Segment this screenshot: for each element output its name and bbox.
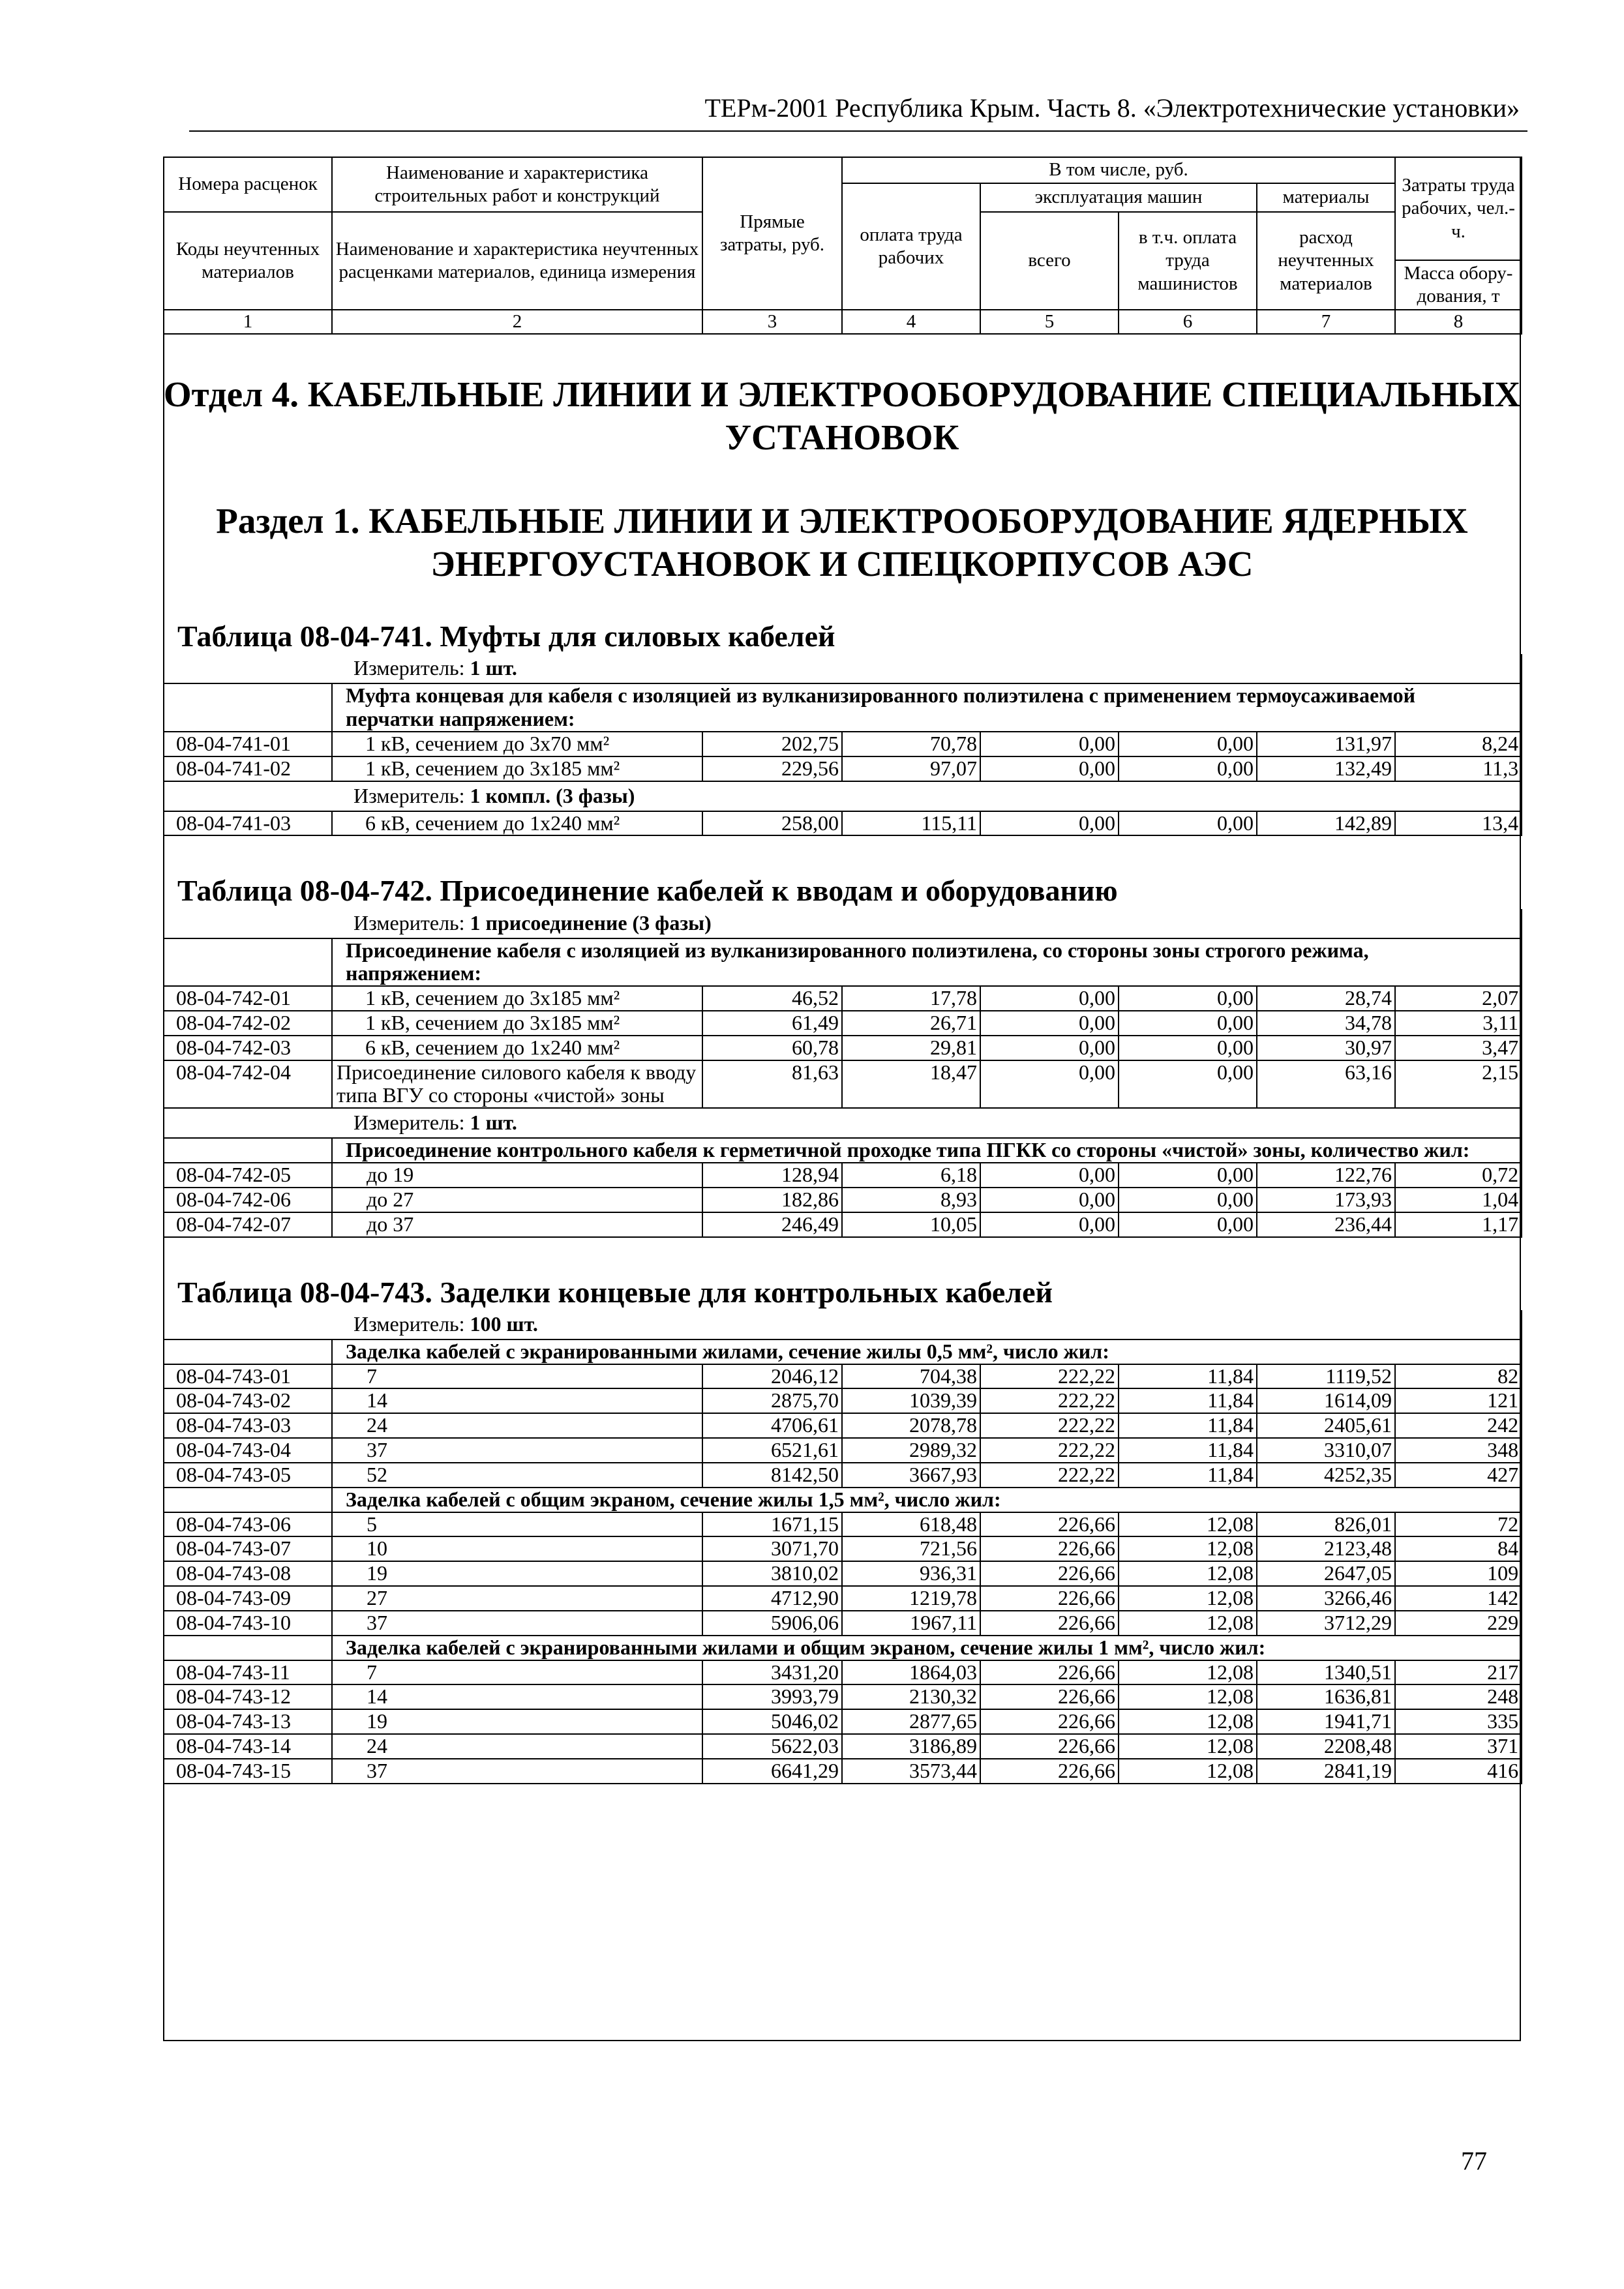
machines-total-cell: 222,22 (980, 1364, 1119, 1389)
unit-value: 100 шт. (470, 1311, 538, 1336)
labor-hours-cell: 248 (1395, 1684, 1522, 1709)
machines-total-cell: 226,66 (980, 1684, 1119, 1709)
rate-code-cell: 08-04-743-12 (164, 1684, 332, 1709)
materials-cell: 3712,29 (1257, 1611, 1395, 1636)
work-name-cell: до 19 (332, 1163, 702, 1188)
table-row (164, 756, 1522, 781)
machines-total-cell: 222,22 (980, 1388, 1119, 1413)
labor-pay-cell: 1219,78 (842, 1586, 980, 1611)
materials-cell: 2123,48 (1257, 1536, 1395, 1561)
materials-cell: 1636,81 (1257, 1684, 1395, 1709)
direct-costs-cell: 3810,02 (702, 1561, 842, 1586)
materials-cell: 1119,52 (1257, 1364, 1395, 1389)
rate-code-cell: 08-04-742-02 (164, 1011, 332, 1036)
work-name-cell: 14 (332, 1388, 702, 1413)
rate-code-cell: 08-04-743-02 (164, 1388, 332, 1413)
direct-costs-cell: 4712,90 (702, 1586, 842, 1611)
rate-code-cell: 08-04-743-14 (164, 1734, 332, 1759)
work-name-cell: 1 кВ, сечением до 3х185 мм² (332, 756, 702, 781)
labor-pay-cell: 3667,93 (842, 1463, 980, 1488)
materials-cell: 28,74 (1257, 986, 1395, 1011)
hdr-operators-pay: в т.ч. оплата труда машинистов (1119, 212, 1257, 310)
column-header-table (163, 157, 1522, 335)
operators-pay-cell: 0,00 (1119, 1212, 1257, 1237)
direct-costs-cell: 258,00 (702, 811, 842, 836)
work-name-cell: 24 (332, 1734, 702, 1759)
operators-pay-cell: 0,00 (1119, 986, 1257, 1011)
materials-cell: 2647,05 (1257, 1561, 1395, 1586)
unit-value: 1 шт. (470, 656, 517, 680)
labor-pay-cell: 26,71 (842, 1011, 980, 1036)
materials-cell: 2841,19 (1257, 1759, 1395, 1784)
machines-total-cell: 222,22 (980, 1463, 1119, 1488)
direct-costs-cell: 81,63 (702, 1060, 842, 1109)
labor-hours-cell: 84 (1395, 1536, 1522, 1561)
work-name-cell: 37 (332, 1611, 702, 1636)
section-heading: Раздел 1. КАБЕЛЬНЫЕ ЛИНИИ И ЭЛЕКТРООБОРУДОВАНИЕ ЯДЕРНЫХ ЭНЕРГОУСТАНОВОК И СПЕЦКОРПУСОВ АЭС (216, 501, 1468, 584)
operators-pay-cell: 12,08 (1119, 1611, 1257, 1636)
hdr-machines-total: всего (980, 212, 1119, 310)
table-row (164, 1512, 1522, 1537)
operators-pay-cell: 0,00 (1119, 1163, 1257, 1188)
work-name-cell: 52 (332, 1463, 702, 1488)
table-row (164, 1163, 1522, 1188)
table-row (164, 1709, 1522, 1734)
group-description: Заделка кабелей с экранированными жилами, сечение жилы 0,5 мм², число жил: (332, 1339, 1522, 1364)
direct-costs-cell: 5622,03 (702, 1734, 842, 1759)
labor-hours-cell: 3,11 (1395, 1011, 1522, 1036)
hdr-num: 2 (332, 310, 702, 334)
work-name-cell: 10 (332, 1536, 702, 1561)
table-row (164, 1463, 1522, 1488)
rate-code-cell: 08-04-743-01 (164, 1364, 332, 1389)
operators-pay-cell: 0,00 (1119, 1060, 1257, 1109)
group-description: Муфта концевая для кабеля с изоляцией из вулканизированного полиэтилена с применением термоусаживаемой перчатки напряжением: (332, 683, 1522, 732)
rate-code-cell: 08-04-741-01 (164, 732, 332, 756)
group-code-cell (164, 1138, 332, 1163)
operators-pay-cell: 11,84 (1119, 1413, 1257, 1438)
labor-pay-cell: 70,78 (842, 732, 980, 756)
rate-code-cell: 08-04-742-07 (164, 1212, 332, 1237)
header-rule (189, 130, 1527, 132)
hdr-materials-unaccounted: расход неучтенных материалов (1257, 212, 1395, 310)
unit-label: Измеритель: (353, 656, 465, 680)
labor-hours-cell: 13,4 (1395, 811, 1522, 836)
labor-pay-cell: 17,78 (842, 986, 980, 1011)
direct-costs-cell: 5046,02 (702, 1709, 842, 1734)
unit-row (164, 1108, 1522, 1138)
labor-pay-cell: 1967,11 (842, 1611, 980, 1636)
hdr-machines: эксплуатация машин (980, 183, 1257, 212)
work-name-cell: 19 (332, 1709, 702, 1734)
materials-cell: 1340,51 (1257, 1660, 1395, 1685)
rate-tables (163, 618, 1521, 1784)
rate-code-cell: 08-04-743-03 (164, 1413, 332, 1438)
unit-label: Измеритель: (353, 910, 465, 935)
machines-total-cell: 0,00 (980, 1188, 1119, 1212)
labor-hours-cell: 217 (1395, 1660, 1522, 1685)
labor-pay-cell: 97,07 (842, 756, 980, 781)
labor-pay-cell: 3573,44 (842, 1759, 980, 1784)
group-row (164, 683, 1522, 732)
table-title: Таблица 08-04-741. Муфты для силовых кабелей (177, 620, 835, 653)
direct-costs-cell: 128,94 (702, 1163, 842, 1188)
machines-total-cell: 0,00 (980, 986, 1119, 1011)
labor-hours-cell: 2,07 (1395, 986, 1522, 1011)
operators-pay-cell: 11,84 (1119, 1388, 1257, 1413)
hdr-labor-pay: оплата труда рабочих (842, 183, 980, 310)
unit-row (164, 781, 1522, 811)
table-row (164, 1611, 1522, 1636)
direct-costs-cell: 3431,20 (702, 1660, 842, 1685)
rate-code-cell: 08-04-741-03 (164, 811, 332, 836)
materials-cell: 2405,61 (1257, 1413, 1395, 1438)
machines-total-cell: 0,00 (980, 1036, 1119, 1060)
unit-row (164, 654, 1522, 683)
page-content (163, 340, 1521, 1784)
table-row (164, 1438, 1522, 1463)
work-name-cell: 1 кВ, сечением до 3х185 мм² (332, 1011, 702, 1036)
materials-cell: 63,16 (1257, 1060, 1395, 1109)
labor-hours-cell: 121 (1395, 1388, 1522, 1413)
labor-pay-cell: 115,11 (842, 811, 980, 836)
machines-total-cell: 226,66 (980, 1660, 1119, 1685)
work-name-cell: 5 (332, 1512, 702, 1537)
unit-row (164, 909, 1522, 938)
unit-value: 1 шт. (470, 1111, 517, 1135)
hdr-rate-numbers: Номера расценок (164, 157, 332, 212)
operators-pay-cell: 11,84 (1119, 1463, 1257, 1488)
labor-hours-cell: 82 (1395, 1364, 1522, 1389)
materials-cell: 30,97 (1257, 1036, 1395, 1060)
division-heading: Отдел 4. КАБЕЛЬНЫЕ ЛИНИИ И ЭЛЕКТРООБОРУДОВАНИЕ СПЕЦИАЛЬНЫХ УСТАНОВОК (163, 374, 1521, 457)
materials-cell: 132,49 (1257, 756, 1395, 781)
direct-costs-cell: 8142,50 (702, 1463, 842, 1488)
rate-code-cell: 08-04-743-06 (164, 1512, 332, 1537)
operators-pay-cell: 0,00 (1119, 1011, 1257, 1036)
table-row (164, 1060, 1522, 1109)
hdr-num: 5 (980, 310, 1119, 334)
group-code-cell (164, 1339, 332, 1364)
work-name-cell: Присоединение силового кабеля к вводу типа ВГУ со стороны «чистой» зоны (332, 1060, 702, 1109)
rate-code-cell: 08-04-743-13 (164, 1709, 332, 1734)
rate-code-cell: 08-04-743-15 (164, 1759, 332, 1784)
rate-code-cell: 08-04-742-04 (164, 1060, 332, 1109)
group-code-cell (164, 683, 332, 732)
table-row (164, 1734, 1522, 1759)
labor-pay-cell: 618,48 (842, 1512, 980, 1537)
materials-cell: 2208,48 (1257, 1734, 1395, 1759)
table-row (164, 1759, 1522, 1784)
labor-pay-cell: 721,56 (842, 1536, 980, 1561)
work-name-cell: 37 (332, 1759, 702, 1784)
operators-pay-cell: 12,08 (1119, 1512, 1257, 1537)
operators-pay-cell: 0,00 (1119, 732, 1257, 756)
direct-costs-cell: 246,49 (702, 1212, 842, 1237)
group-code-cell (164, 1636, 332, 1660)
group-code-cell (164, 1488, 332, 1512)
work-name-cell: 7 (332, 1660, 702, 1685)
work-name-cell: 6 кВ, сечением до 1х240 мм² (332, 811, 702, 836)
labor-pay-cell: 2877,65 (842, 1709, 980, 1734)
operators-pay-cell: 0,00 (1119, 1188, 1257, 1212)
rate-code-cell: 08-04-743-10 (164, 1611, 332, 1636)
table-row (164, 732, 1522, 756)
group-description: Заделка кабелей с общим экраном, сечение жилы 1,5 мм², число жил: (332, 1488, 1522, 1512)
materials-cell: 826,01 (1257, 1512, 1395, 1537)
rate-code-cell: 08-04-742-05 (164, 1163, 332, 1188)
direct-costs-cell: 4706,61 (702, 1413, 842, 1438)
table-row (164, 1536, 1522, 1561)
materials-cell: 34,78 (1257, 1011, 1395, 1036)
hdr-unaccounted-names: Наименование и характеристика неучтенных расценками материалов, единица измерения (332, 212, 702, 310)
machines-total-cell: 222,22 (980, 1413, 1119, 1438)
group-row (164, 1488, 1522, 1512)
table-row (164, 1036, 1522, 1060)
rate-code-cell: 08-04-743-09 (164, 1586, 332, 1611)
table-title: Таблица 08-04-742. Присоединение кабелей к вводам и оборудованию (177, 874, 1118, 908)
operators-pay-cell: 11,84 (1119, 1364, 1257, 1389)
labor-hours-cell: 348 (1395, 1438, 1522, 1463)
labor-hours-cell: 0,72 (1395, 1163, 1522, 1188)
machines-total-cell: 0,00 (980, 1011, 1119, 1036)
labor-pay-cell: 2989,32 (842, 1438, 980, 1463)
labor-pay-cell: 29,81 (842, 1036, 980, 1060)
table-row (164, 1188, 1522, 1212)
labor-pay-cell: 18,47 (842, 1060, 980, 1109)
machines-total-cell: 0,00 (980, 1212, 1119, 1237)
work-name-cell: 7 (332, 1364, 702, 1389)
table-row (164, 1011, 1522, 1036)
direct-costs-cell: 2875,70 (702, 1388, 842, 1413)
table-title: Таблица 08-04-743. Заделки концевые для контрольных кабелей (177, 1275, 1053, 1309)
machines-total-cell: 0,00 (980, 1060, 1119, 1109)
labor-pay-cell: 2078,78 (842, 1413, 980, 1438)
labor-pay-cell: 704,38 (842, 1364, 980, 1389)
unit-value: 1 присоединение (3 фазы) (470, 910, 712, 935)
table-row (164, 1561, 1522, 1586)
labor-hours-cell: 2,15 (1395, 1060, 1522, 1109)
machines-total-cell: 0,00 (980, 811, 1119, 836)
operators-pay-cell: 12,08 (1119, 1660, 1257, 1685)
direct-costs-cell: 46,52 (702, 986, 842, 1011)
direct-costs-cell: 202,75 (702, 732, 842, 756)
labor-pay-cell: 6,18 (842, 1163, 980, 1188)
labor-hours-cell: 1,17 (1395, 1212, 1522, 1237)
work-name-cell: 37 (332, 1438, 702, 1463)
unit-label: Измеритель: (353, 1111, 465, 1135)
group-row (164, 938, 1522, 987)
table-row (164, 1586, 1522, 1611)
hdr-work-name: Наименование и характеристика строительных работ и конструкций (332, 157, 702, 212)
work-name-cell: до 37 (332, 1212, 702, 1237)
group-row (164, 1339, 1522, 1364)
labor-hours-cell: 8,24 (1395, 732, 1522, 756)
operators-pay-cell: 12,08 (1119, 1734, 1257, 1759)
table-row (164, 1364, 1522, 1389)
labor-hours-cell: 427 (1395, 1463, 1522, 1488)
operators-pay-cell: 12,08 (1119, 1709, 1257, 1734)
machines-total-cell: 0,00 (980, 756, 1119, 781)
hdr-including: В том числе, руб. (842, 157, 1395, 183)
materials-cell: 131,97 (1257, 732, 1395, 756)
machines-total-cell: 0,00 (980, 732, 1119, 756)
work-name-cell: 14 (332, 1684, 702, 1709)
hdr-num: 3 (702, 310, 842, 334)
table-row (164, 1388, 1522, 1413)
direct-costs-cell: 182,86 (702, 1188, 842, 1212)
labor-hours-cell: 72 (1395, 1512, 1522, 1537)
work-name-cell: 27 (332, 1586, 702, 1611)
materials-cell: 1941,71 (1257, 1709, 1395, 1734)
work-name-cell: 1 кВ, сечением до 3х185 мм² (332, 986, 702, 1011)
hdr-unaccounted-codes: Коды неучтенных материалов (164, 212, 332, 310)
labor-hours-cell: 371 (1395, 1734, 1522, 1759)
group-description: Присоединение кабеля с изоляцией из вулканизированного полиэтилена, со стороны зоны строгого режима, напряжением: (332, 938, 1522, 987)
hdr-direct-costs: Прямые затраты, руб. (702, 157, 842, 310)
rate-code-cell: 08-04-743-05 (164, 1463, 332, 1488)
unit-label: Измеритель: (353, 1311, 465, 1336)
operators-pay-cell: 12,08 (1119, 1536, 1257, 1561)
rate-code-cell: 08-04-742-01 (164, 986, 332, 1011)
work-name-cell: 24 (332, 1413, 702, 1438)
group-row (164, 1636, 1522, 1660)
rate-code-cell: 08-04-743-08 (164, 1561, 332, 1586)
hdr-num: 4 (842, 310, 980, 334)
machines-total-cell: 226,66 (980, 1709, 1119, 1734)
materials-cell: 142,89 (1257, 811, 1395, 836)
machines-total-cell: 226,66 (980, 1611, 1119, 1636)
work-name-cell: до 27 (332, 1188, 702, 1212)
rate-code-cell: 08-04-743-04 (164, 1438, 332, 1463)
table-row (164, 1660, 1522, 1685)
work-name-cell: 1 кВ, сечением до 3х70 мм² (332, 732, 702, 756)
running-header: ТЕРм-2001 Республика Крым. Часть 8. «Электротехнические установки» (704, 93, 1520, 123)
hdr-materials: материалы (1257, 183, 1395, 212)
labor-hours-cell: 11,3 (1395, 756, 1522, 781)
materials-cell: 236,44 (1257, 1212, 1395, 1237)
group-description: Заделка кабелей с экранированными жилами и общим экраном, сечение жилы 1 мм², число жил: (332, 1636, 1522, 1660)
labor-hours-cell: 335 (1395, 1709, 1522, 1734)
table-row (164, 1684, 1522, 1709)
labor-hours-cell: 3,47 (1395, 1036, 1522, 1060)
materials-cell: 1614,09 (1257, 1388, 1395, 1413)
direct-costs-cell: 61,49 (702, 1011, 842, 1036)
machines-total-cell: 226,66 (980, 1586, 1119, 1611)
direct-costs-cell: 1671,15 (702, 1512, 842, 1537)
direct-costs-cell: 2046,12 (702, 1364, 842, 1389)
hdr-num: 7 (1257, 310, 1395, 334)
labor-hours-cell: 242 (1395, 1413, 1522, 1438)
rate-table (163, 1310, 1522, 1784)
rate-code-cell: 08-04-743-07 (164, 1536, 332, 1561)
operators-pay-cell: 12,08 (1119, 1586, 1257, 1611)
materials-cell: 3310,07 (1257, 1438, 1395, 1463)
operators-pay-cell: 0,00 (1119, 1036, 1257, 1060)
rate-table (163, 654, 1522, 836)
operators-pay-cell: 11,84 (1119, 1438, 1257, 1463)
operators-pay-cell: 12,08 (1119, 1759, 1257, 1784)
materials-cell: 173,93 (1257, 1188, 1395, 1212)
labor-pay-cell: 2130,32 (842, 1684, 980, 1709)
direct-costs-cell: 229,56 (702, 756, 842, 781)
machines-total-cell: 226,66 (980, 1561, 1119, 1586)
labor-hours-cell: 229 (1395, 1611, 1522, 1636)
materials-cell: 4252,35 (1257, 1463, 1395, 1488)
hdr-num: 1 (164, 310, 332, 334)
table-row (164, 986, 1522, 1011)
direct-costs-cell: 6641,29 (702, 1759, 842, 1784)
group-row (164, 1138, 1522, 1163)
labor-hours-cell: 416 (1395, 1759, 1522, 1784)
direct-costs-cell: 60,78 (702, 1036, 842, 1060)
hdr-num: 6 (1119, 310, 1257, 334)
labor-pay-cell: 936,31 (842, 1561, 980, 1586)
machines-total-cell: 226,66 (980, 1734, 1119, 1759)
labor-hours-cell: 142 (1395, 1586, 1522, 1611)
direct-costs-cell: 3993,79 (702, 1684, 842, 1709)
operators-pay-cell: 12,08 (1119, 1561, 1257, 1586)
table-row (164, 811, 1522, 836)
rate-code-cell: 08-04-742-03 (164, 1036, 332, 1060)
labor-pay-cell: 3186,89 (842, 1734, 980, 1759)
hdr-equipment-mass: Масса обору-дования, т (1395, 260, 1522, 310)
machines-total-cell: 226,66 (980, 1759, 1119, 1784)
work-name-cell: 6 кВ, сечением до 1х240 мм² (332, 1036, 702, 1060)
unit-row (164, 1310, 1522, 1339)
machines-total-cell: 226,66 (980, 1512, 1119, 1537)
operators-pay-cell: 12,08 (1119, 1684, 1257, 1709)
direct-costs-cell: 5906,06 (702, 1611, 842, 1636)
operators-pay-cell: 0,00 (1119, 756, 1257, 781)
labor-pay-cell: 1864,03 (842, 1660, 980, 1685)
unit-label: Измеритель: (353, 783, 465, 807)
unit-value: 1 компл. (3 фазы) (470, 783, 635, 807)
rate-code-cell: 08-04-742-06 (164, 1188, 332, 1212)
rate-table (163, 909, 1522, 1238)
machines-total-cell: 222,22 (980, 1438, 1119, 1463)
labor-hours-cell: 109 (1395, 1561, 1522, 1586)
rate-code-cell: 08-04-741-02 (164, 756, 332, 781)
labor-pay-cell: 1039,39 (842, 1388, 980, 1413)
materials-cell: 3266,46 (1257, 1586, 1395, 1611)
hdr-labor: Затраты труда рабочих, чел.-ч. (1395, 157, 1522, 260)
direct-costs-cell: 6521,61 (702, 1438, 842, 1463)
operators-pay-cell: 0,00 (1119, 811, 1257, 836)
machines-total-cell: 0,00 (980, 1163, 1119, 1188)
labor-pay-cell: 8,93 (842, 1188, 980, 1212)
labor-hours-cell: 1,04 (1395, 1188, 1522, 1212)
table-row (164, 1212, 1522, 1237)
materials-cell: 122,76 (1257, 1163, 1395, 1188)
rate-code-cell: 08-04-743-11 (164, 1660, 332, 1685)
table-row (164, 1413, 1522, 1438)
group-code-cell (164, 938, 332, 987)
direct-costs-cell: 3071,70 (702, 1536, 842, 1561)
hdr-num: 8 (1395, 310, 1522, 334)
page-number: 77 (1461, 2146, 1487, 2176)
work-name-cell: 19 (332, 1561, 702, 1586)
labor-pay-cell: 10,05 (842, 1212, 980, 1237)
machines-total-cell: 226,66 (980, 1536, 1119, 1561)
group-description: Присоединение контрольного кабеля к герметичной проходке типа ПГКК со стороны «чистой» зоны, количество жил: (332, 1138, 1522, 1163)
